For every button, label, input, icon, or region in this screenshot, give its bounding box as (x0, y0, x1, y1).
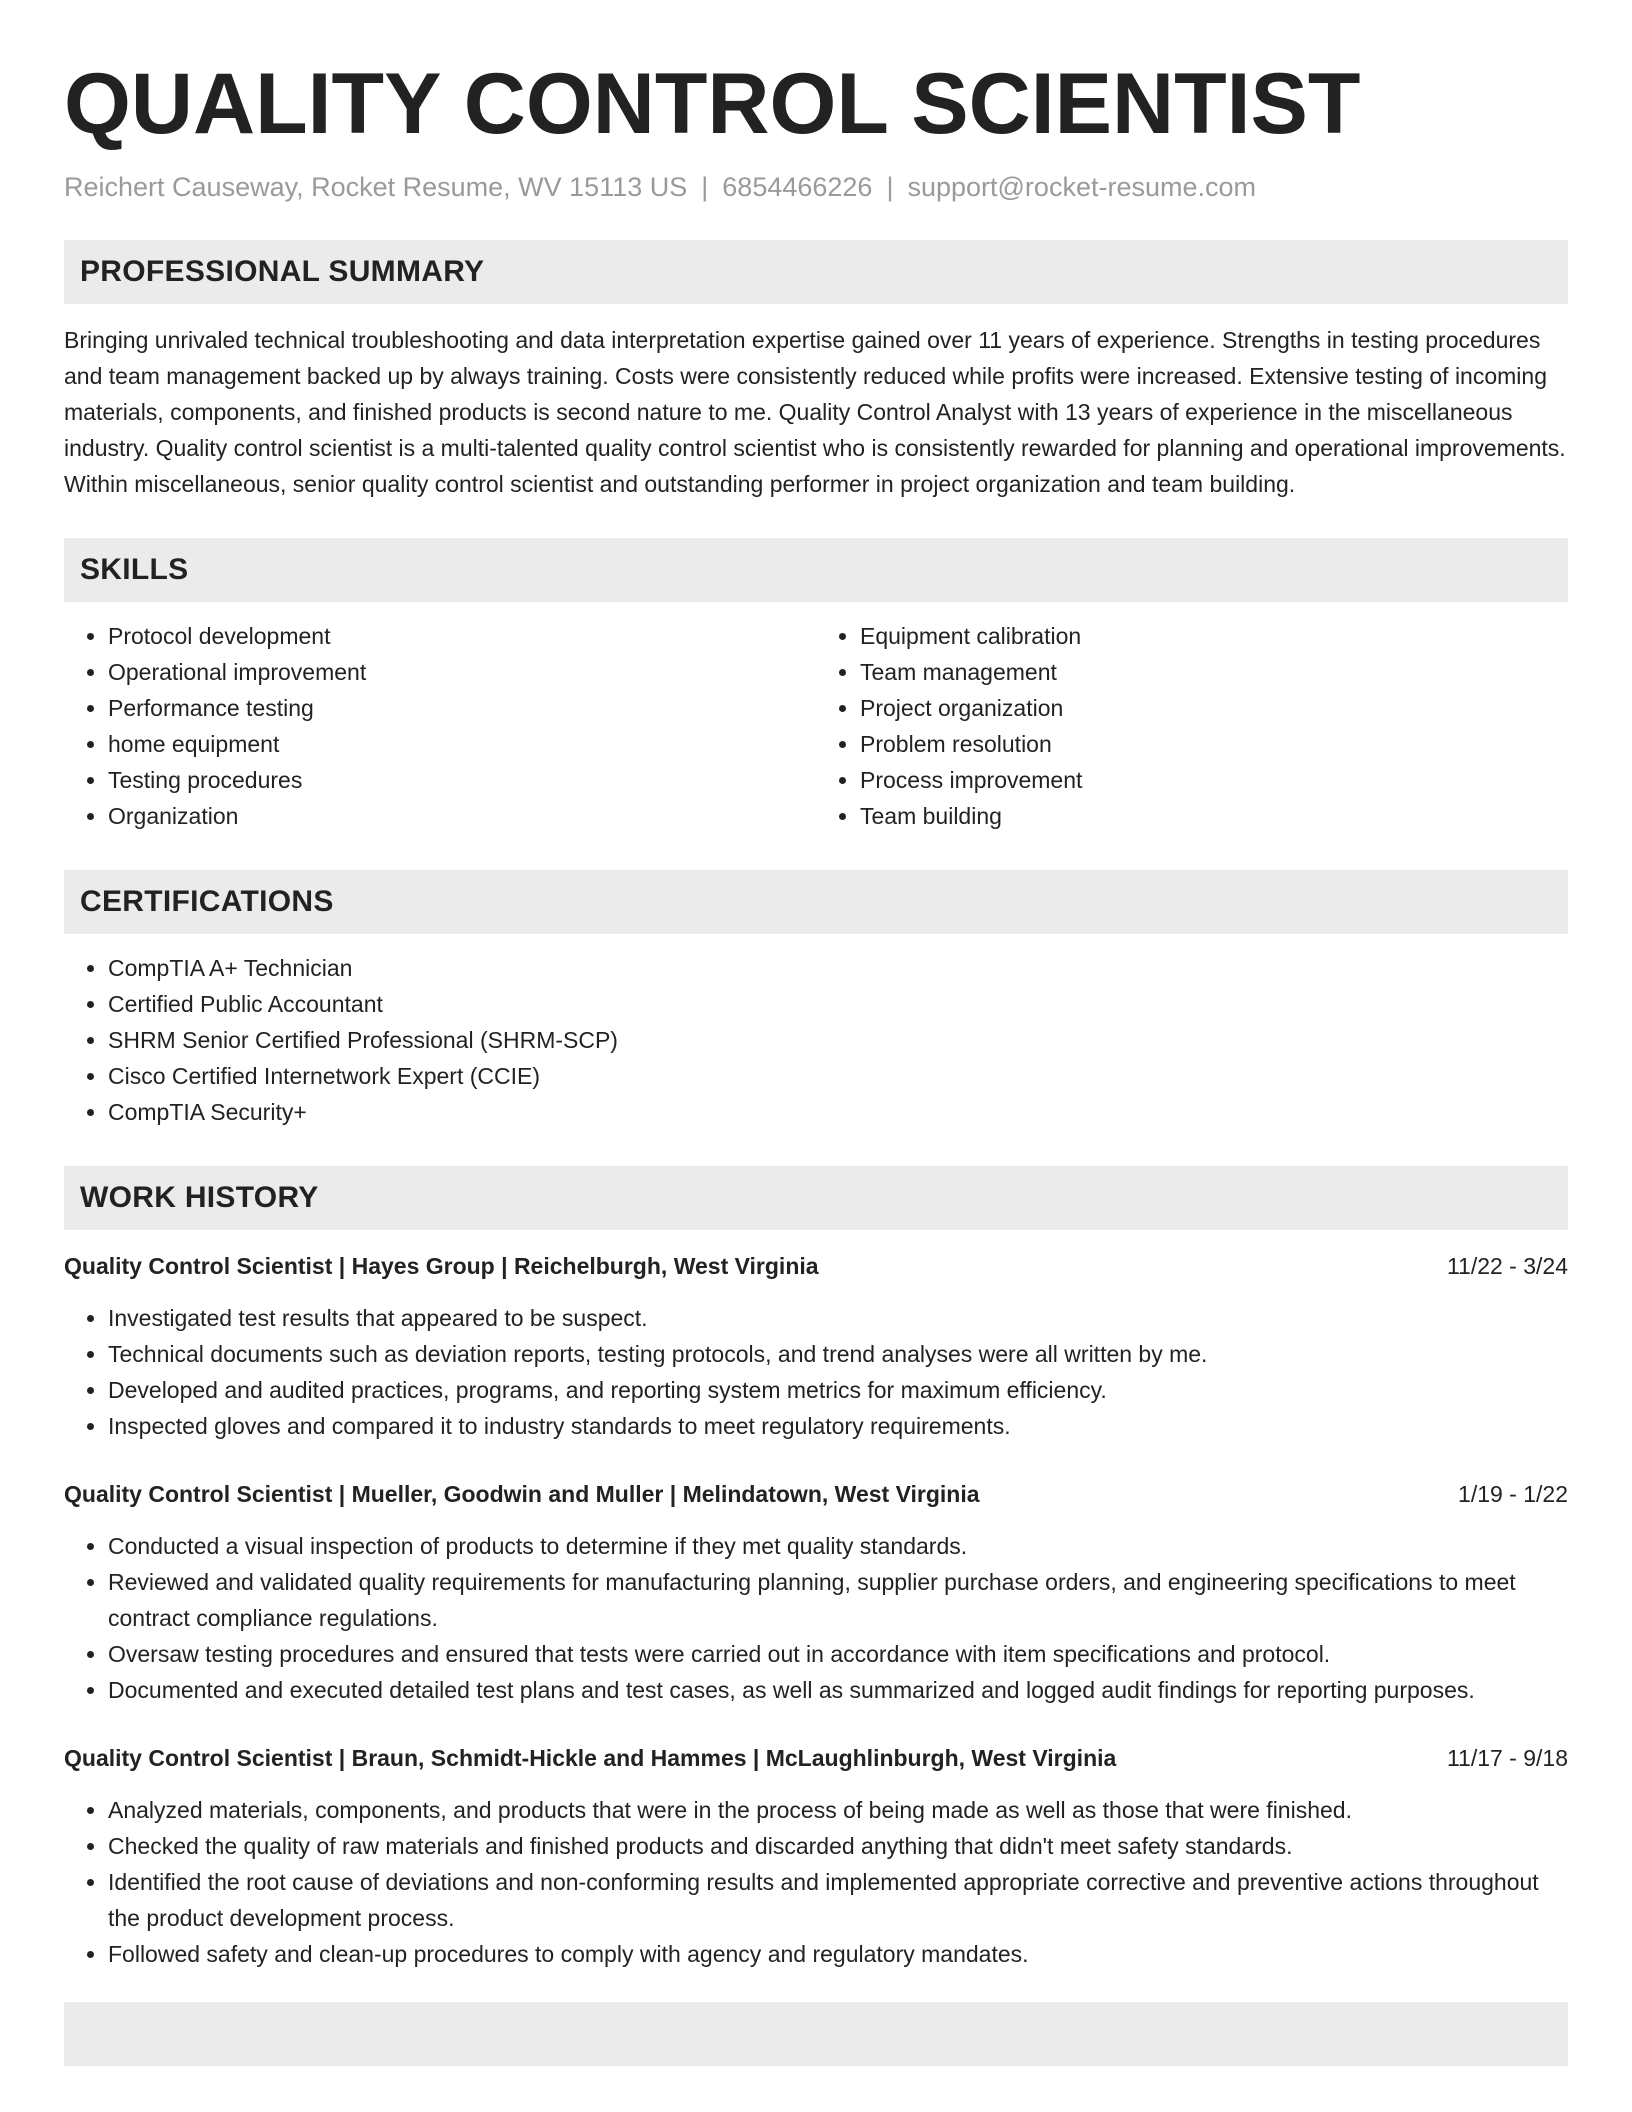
work-history-heading: WORK HISTORY (64, 1166, 1568, 1230)
job-entry (64, 1248, 1568, 1444)
skill-item: • Organization (108, 798, 816, 834)
job-bullet: • Technical documents such as deviation reports, testing protocols, and trend analyses were all written by me. (108, 1336, 1568, 1372)
job-bullet: • Conducted a visual inspection of products to determine if they met quality standards. (108, 1528, 1568, 1564)
job-entry (64, 1740, 1568, 1972)
certification-item: • CompTIA Security+ (108, 1094, 1568, 1130)
job-dates: 11/17 - 9/18 (1446, 1745, 1568, 1771)
contact-line (64, 170, 1568, 204)
contact-phone: 6854466226 (722, 172, 873, 202)
summary-text: Bringing unrivaled technical troubleshooting and data interpretation expertise gained over 11 years of experience. Strengths in testing procedures and team management backed up by always training. Costs were consistently reduced while profits were increased. Extensive testing of incoming materials, components, and finished products is second nature to me. Quality Control Analyst with 13 years of experience in the miscellaneous industry. Quality control scientist is a multi-talented quality control scientist who is consistently rewarded for planning and operational improvements. Within miscellaneous, senior quality control scientist and outstanding performer in project organization and team building. (64, 327, 1566, 497)
contact-separator: | (701, 172, 709, 202)
skills-list-left (64, 618, 816, 834)
job-bullet: • Investigated test results that appeared to be suspect. (108, 1300, 1568, 1336)
skill-item: • Team building (860, 798, 1568, 834)
contact-email: support@rocket-resume.com (907, 172, 1256, 202)
job-bullet: • Reviewed and validated quality requirements for manufacturing planning, supplier purchase orders, and engineering specifications to meet contract compliance regulations. (108, 1564, 1568, 1636)
skills-list-right (816, 618, 1568, 834)
job-header (64, 1740, 1568, 1776)
skills-columns (64, 618, 1568, 834)
certification-item: • Cisco Certified Internetwork Expert (CCIE) (108, 1058, 1568, 1094)
job-bullets (64, 1792, 1568, 1972)
job-bullet: • Analyzed materials, components, and products that were in the process of being made as well as those that were finished. (108, 1792, 1568, 1828)
skill-item: • Equipment calibration (860, 618, 1568, 654)
contact-separator: | (886, 172, 894, 202)
next-section-heading-cutoff (64, 2002, 1568, 2066)
job-bullet: • Identified the root cause of deviations and non-conforming results and implemented appropriate corrective and preventive actions throughout the product development process. (108, 1864, 1568, 1936)
skill-item: • home equipment (108, 726, 816, 762)
skill-item: • Problem resolution (860, 726, 1568, 762)
job-bullet: • Developed and audited practices, programs, and reporting system metrics for maximum efficiency. (108, 1372, 1568, 1408)
job-dates: 1/19 - 1/22 (1458, 1481, 1568, 1507)
skill-item: • Performance testing (108, 690, 816, 726)
job-entry (64, 1476, 1568, 1708)
job-title: Quality Control Scientist | Hayes Group | Reichelburgh, West Virginia (64, 1253, 819, 1279)
resume-page (64, 0, 1568, 2066)
certifications-heading: CERTIFICATIONS (64, 870, 1568, 934)
job-bullet: • Documented and executed detailed test plans and test cases, as well as summarized and logged audit findings for reporting purposes. (108, 1672, 1568, 1708)
certifications-list (64, 950, 1568, 1130)
skill-item: • Operational improvement (108, 654, 816, 690)
job-dates: 11/22 - 3/24 (1446, 1253, 1568, 1279)
job-bullet: • Followed safety and clean-up procedures to comply with agency and regulatory mandates. (108, 1936, 1568, 1972)
skill-item: • Team management (860, 654, 1568, 690)
certification-item: • CompTIA A+ Technician (108, 950, 1568, 986)
certification-item: • Certified Public Accountant (108, 986, 1568, 1022)
job-title: Quality Control Scientist | Braun, Schmidt-Hickle and Hammes | McLaughlinburgh, West Virginia (64, 1745, 1117, 1771)
summary-heading: PROFESSIONAL SUMMARY (64, 240, 1568, 304)
certification-item: • SHRM Senior Certified Professional (SHRM-SCP) (108, 1022, 1568, 1058)
skill-item: • Project organization (860, 690, 1568, 726)
skill-item: • Testing procedures (108, 762, 816, 798)
job-title: Quality Control Scientist | Mueller, Goodwin and Muller | Melindatown, West Virginia (64, 1481, 980, 1507)
skill-item: • Process improvement (860, 762, 1568, 798)
job-header (64, 1248, 1568, 1284)
job-bullets (64, 1300, 1568, 1444)
skill-item: • Protocol development (108, 618, 816, 654)
skills-heading: SKILLS (64, 538, 1568, 602)
job-bullet: • Checked the quality of raw materials and finished products and discarded anything that didn't meet safety standards. (108, 1828, 1568, 1864)
contact-address: Reichert Causeway, Rocket Resume, WV 15113 US (64, 172, 688, 202)
job-bullet: • Inspected gloves and compared it to industry standards to meet regulatory requirements. (108, 1408, 1568, 1444)
job-bullet: • Oversaw testing procedures and ensured that tests were carried out in accordance with item specifications and protocol. (108, 1636, 1568, 1672)
job-header (64, 1476, 1568, 1512)
job-bullets (64, 1528, 1568, 1708)
resume-name: QUALITY CONTROL SCIENTIST (64, 56, 1361, 152)
